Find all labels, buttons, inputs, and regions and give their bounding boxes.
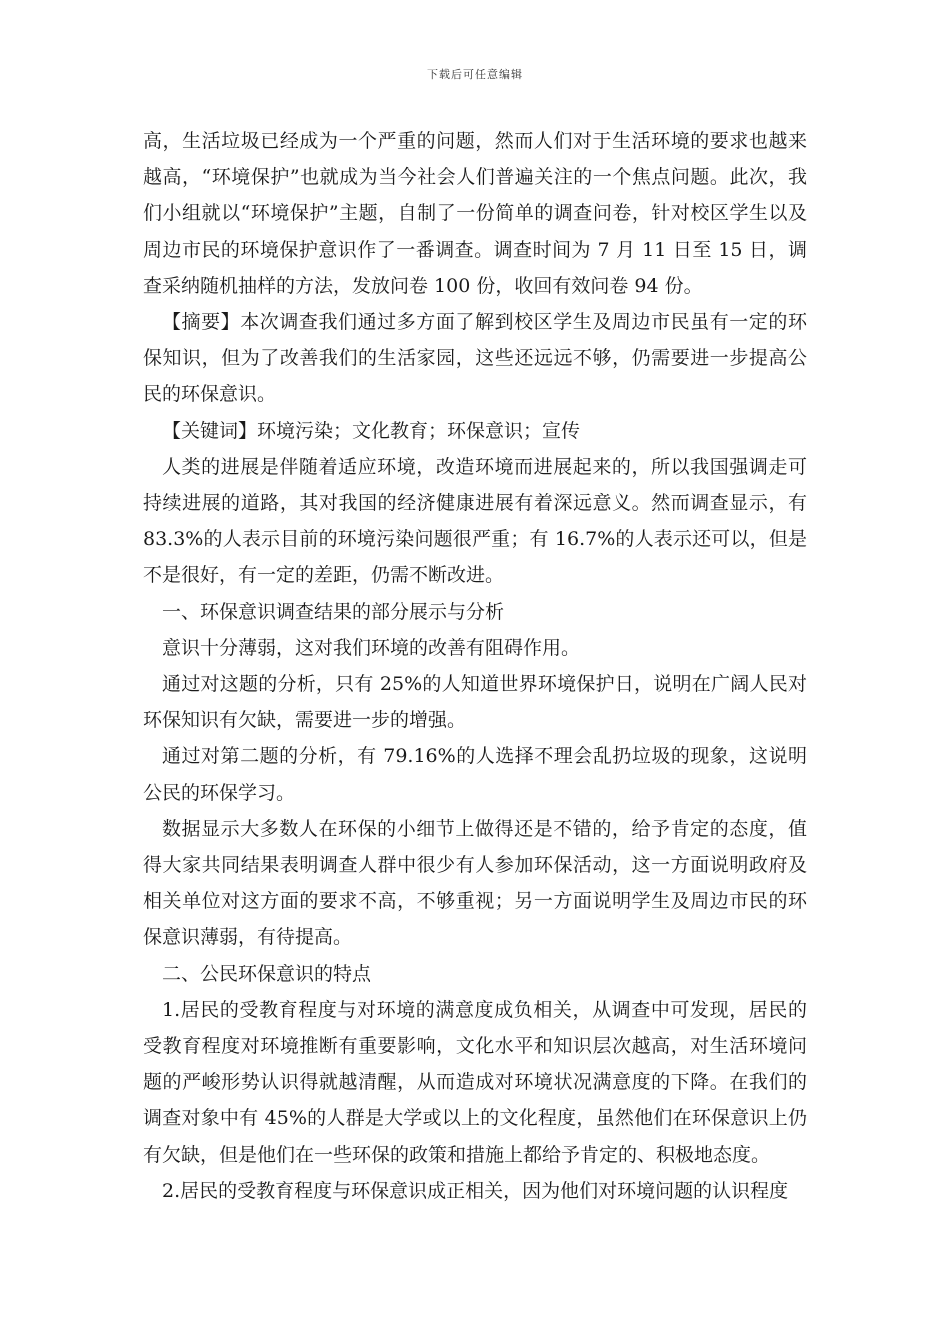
paragraph-point-1: 1.居民的受教育程度与对环境的满意度成负相关，从调查中可发现，居民的受教育程度对环境推断有重要影响，文化水平和知识层次越高，对生活环境问题的严峻形势认识得就越清醒，从而造成对环境状况满意度的下降。在我们的调查对象中有 45%的人群是大学或以上的文化程度，虽然他们在环保意识上仍有欠缺，但是他们在一些环保的政策和措施上都给予肯定的、积极地态度。	[143, 998, 807, 1166]
paragraph-question-2: 通过对第二题的分析，有 79.16%的人选择不理会乱扔垃圾的现象，这说明公民的环保学习。	[143, 745, 807, 804]
paragraph-point-2: 2.居民的受教育程度与环保意识成正相关，因为他们对环境问题的认识程度	[162, 1179, 789, 1202]
paragraph-question-1: 通过对这题的分析，只有 25%的人知道世界环境保护日，说明在广阔人民对环保知识有欠缺，需要进一步的增强。	[143, 673, 807, 732]
paragraph-background: 人类的进展是伴随着适应环境，改造环境而进展起来的，所以我国强调走可持续进展的道路，其对我国的经济健康进展有着深远意义。然而调查显示，有 83.3%的人表示目前的环境污染问题很严重；有 16.7%的人表示还可以，但是不是很好，有一定的差距，仍需不断改进。	[143, 455, 807, 587]
document-body	[143, 123, 807, 1209]
paragraph-awareness: 意识十分薄弱，这对我们环境的改善有阻碍作用。	[162, 636, 581, 659]
paragraph-data-summary: 数据显示大多数人在环保的小细节上做得还是不错的，给予肯定的态度，值得大家共同结果表明调查人群中很少有人参加环保活动，这一方面说明政府及相关单位对这方面的要求不高，不够重视；另一方面说明学生及周边市民的环保意识薄弱，有待提高。	[143, 817, 807, 949]
section-heading-1: 一、环保意识调查结果的部分展示与分析	[162, 600, 505, 623]
paragraph-intro: 高，生活垃圾已经成为一个严重的问题，然而人们对于生活环境的要求也越来越高，“环境保护”也就成为当今社会人们普遍关注的一个焦点问题。此次，我们小组就以“环境保护”主题，自制了一份简单的调查问卷，针对校区学生以及周边市民的环境保护意识作了一番调查。调查时间为 7 月 11 日至 15 日，调查采纳随机抽样的方法，发放问卷 100 份，收回有效问卷 94 份。	[143, 130, 807, 297]
paragraph-abstract: 【摘要】本次调查我们通过多方面了解到校区学生及周边市民虽有一定的环保知识，但为了改善我们的生活家园，这些还远远不够，仍需要进一步提高公民的环保意识。	[143, 311, 807, 406]
section-heading-2: 二、公民环保意识的特点	[162, 962, 372, 985]
page-header: 下载后可任意编辑	[427, 68, 523, 81]
paragraph-keywords: 【关键词】环境污染；文化教育；环保意识；宣传	[162, 419, 581, 442]
